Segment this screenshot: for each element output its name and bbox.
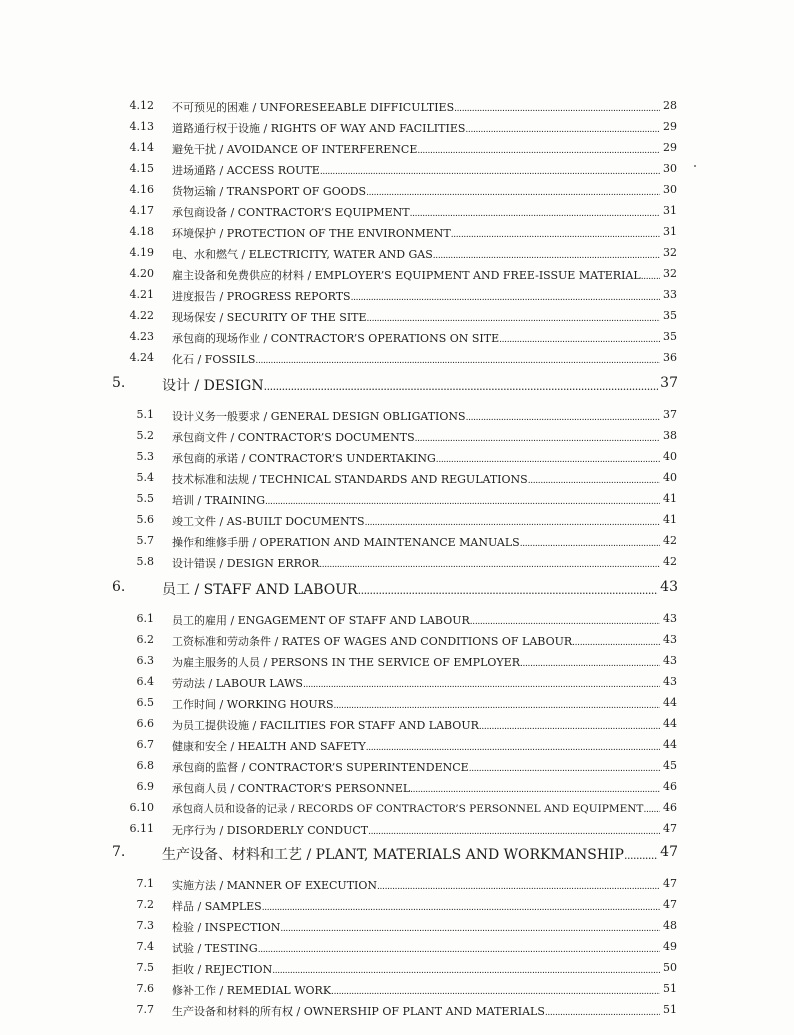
toc-entry-page-number: 51	[663, 1003, 677, 1016]
dot-leader	[255, 353, 660, 366]
toc-entry-title: 工资标准和劳动条件 / RATES OF WAGES AND CONDITIONS OF LABOUR	[172, 635, 573, 648]
toc-entry	[0, 716, 794, 736]
toc-entry-title-line	[172, 408, 660, 424]
toc-entry	[0, 674, 794, 694]
toc-entry-number: 6.4	[136, 675, 154, 688]
toc-entry-title-line	[172, 780, 660, 796]
scan-speck	[694, 165, 696, 167]
toc-entry-title-line	[162, 375, 658, 395]
dot-leader	[367, 311, 660, 324]
toc-entry-title: 设计 / DESIGN	[162, 378, 264, 394]
toc-section-entry	[0, 841, 794, 869]
toc-entry-number: 4.22	[129, 309, 154, 322]
toc-entry-number: 4.15	[129, 162, 154, 175]
toc-entry-title-line	[172, 1003, 660, 1019]
toc-entry	[0, 512, 794, 532]
toc-entry-title-line	[172, 759, 660, 775]
toc-entry-title: 竣工文件 / AS-BUILT DOCUMENTS	[172, 515, 365, 528]
toc-entry-title: 电、水和燃气 / ELECTRICITY, WATER AND GAS	[172, 248, 433, 261]
toc-entry-page-number: 28	[663, 99, 677, 112]
dot-leader	[641, 269, 660, 282]
toc-entry-number: 7.3	[136, 919, 154, 932]
toc-entry-title: 劳动法 / LABOUR LAWS	[172, 677, 303, 690]
toc-entry-page-number: 37	[660, 375, 678, 391]
toc-entry-number: 5.2	[136, 429, 154, 442]
toc-entry-title-line	[172, 267, 660, 283]
dot-leader	[368, 824, 660, 837]
toc-entry-title: 员工 / STAFF AND LABOUR	[162, 582, 358, 598]
dot-leader	[358, 582, 658, 598]
dot-leader	[333, 698, 660, 711]
toc-entry-title-line	[172, 99, 660, 115]
toc-entry-number: 5.	[112, 375, 126, 391]
toc-entry-page-number: 45	[663, 759, 677, 772]
toc-entry-title-line	[172, 654, 660, 670]
toc-entry	[0, 329, 794, 349]
toc-entry	[0, 119, 794, 139]
dot-leader	[366, 185, 660, 198]
dot-leader	[410, 782, 660, 795]
toc-entry-title-line	[172, 822, 660, 838]
toc-entry-number: 4.14	[129, 141, 154, 154]
toc-entry-page-number: 32	[663, 246, 677, 259]
dot-leader	[365, 515, 660, 528]
toc-entry-title-line	[172, 696, 660, 712]
toc-entry-number: 5.7	[136, 534, 154, 547]
toc-entry-title: 货物运输 / TRANSPORT OF GOODS	[172, 185, 367, 198]
dot-leader	[466, 410, 660, 423]
toc-entry-title-line	[172, 675, 660, 691]
toc-entry-title: 试验 / TESTING	[172, 942, 258, 955]
toc-entry-title: 操作和维修手册 / OPERATION AND MAINTENANCE MANUALS	[172, 536, 520, 549]
toc-entry-title: 现场保安 / SECURITY OF THE SITE	[172, 311, 367, 324]
toc-entry-number: 6.6	[136, 717, 154, 730]
toc-entry-number: 6.1	[136, 612, 154, 625]
toc-entry	[0, 981, 794, 1001]
toc-entry-title-line	[172, 450, 660, 466]
toc-entry-title: 拒收 / REJECTION	[172, 963, 273, 976]
toc-entry-page-number: 37	[663, 408, 677, 421]
toc-entry-page-number: 47	[663, 877, 677, 890]
toc-entry-title-line	[172, 801, 660, 816]
toc-entry-title: 承包商文件 / CONTRACTOR’S DOCUMENTS	[172, 431, 415, 444]
toc-entry-title-line	[172, 330, 660, 346]
toc-entry-number: 6.3	[136, 654, 154, 667]
toc-entry	[0, 428, 794, 448]
toc-entry-page-number: 29	[663, 141, 677, 154]
toc-entry	[0, 758, 794, 778]
toc-entry-title: 化石 / FOSSILS	[172, 353, 256, 366]
dot-leader	[319, 557, 660, 570]
dot-leader	[366, 740, 660, 753]
toc-entry-page-number: 40	[663, 450, 677, 463]
toc-entry	[0, 491, 794, 511]
dot-leader	[479, 719, 660, 732]
toc-entry	[0, 182, 794, 202]
toc-entry-number: 7.2	[136, 898, 154, 911]
toc-entry	[0, 1002, 794, 1022]
toc-entry-number: 4.18	[129, 225, 154, 238]
toc-entry-title-line	[172, 513, 660, 529]
toc-entry-title: 避免干扰 / AVOIDANCE OF INTERFERENCE	[172, 143, 418, 156]
toc-entry	[0, 245, 794, 265]
toc-entry-page-number: 47	[663, 822, 677, 835]
toc-entry-title-line	[172, 982, 660, 998]
toc-entry	[0, 98, 794, 118]
toc-entry-title: 修补工作 / REMEDIAL WORK	[172, 984, 332, 997]
toc-entry-page-number: 41	[663, 492, 677, 505]
toc-entry-number: 6.2	[136, 633, 154, 646]
toc-entry-number: 5.3	[136, 450, 154, 463]
toc-entry-number: 5.1	[136, 408, 154, 421]
toc-entry-page-number: 48	[663, 919, 677, 932]
toc-entry-page-number: 50	[663, 961, 677, 974]
toc-entry-title: 健康和安全 / HEALTH AND SAFETY	[172, 740, 366, 753]
toc-entry-title-line	[172, 162, 660, 178]
dot-leader	[451, 227, 660, 240]
toc-entry	[0, 876, 794, 896]
dot-leader	[303, 677, 660, 690]
toc-entry-title: 员工的雇用 / ENGAGEMENT OF STAFF AND LABOUR	[172, 614, 470, 627]
toc-entry-title: 技术标准和法规 / TECHNICAL STANDARDS AND REGULATIONS	[172, 473, 528, 486]
toc-entry	[0, 308, 794, 328]
toc-entry-title-line	[172, 534, 660, 550]
toc-entry	[0, 287, 794, 307]
toc-entry	[0, 203, 794, 223]
dot-leader	[262, 900, 660, 913]
toc-entry-number: 7.7	[136, 1003, 154, 1016]
toc-entry-title-line	[172, 738, 660, 754]
toc-entry-page-number: 35	[663, 309, 677, 322]
toc-entry-number: 4.23	[129, 330, 154, 343]
toc-entry-title-line	[172, 898, 660, 914]
toc-entry-title-line	[172, 246, 660, 262]
toc-entry-title: 承包商的承诺 / CONTRACTOR’S UNDERTAKING	[172, 452, 436, 465]
toc-entry-title: 不可预见的困难 / UNFORESEEABLE DIFFICULTIES	[172, 101, 455, 114]
toc-entry-title-line	[162, 579, 658, 599]
toc-entry-title: 为员工提供设施 / FACILITIES FOR STAFF AND LABOUR	[172, 719, 479, 732]
toc-entry-page-number: 33	[663, 288, 677, 301]
toc-entry	[0, 960, 794, 980]
toc-entry-number: 7.4	[136, 940, 154, 953]
dot-leader	[351, 290, 660, 303]
toc-entry-number: 7.1	[136, 877, 154, 890]
toc-entry-number: 4.16	[129, 183, 154, 196]
dot-leader	[520, 656, 660, 669]
dot-leader	[417, 143, 660, 156]
toc-entry-title-line	[172, 919, 660, 935]
toc-entry-title-line	[172, 309, 660, 325]
toc-entry-page-number: 44	[663, 717, 677, 730]
toc-entry-title: 无序行为 / DISORDERLY CONDUCT	[172, 824, 369, 837]
toc-entry-page-number: 51	[663, 982, 677, 995]
toc-entry-title-line	[172, 612, 660, 628]
toc-entry	[0, 350, 794, 370]
toc-entry-title: 培训 / TRAINING	[172, 494, 265, 507]
toc-entry	[0, 611, 794, 631]
toc-entry-title: 承包商的现场作业 / CONTRACTOR’S OPERATIONS ON SITE	[172, 332, 500, 345]
dot-leader	[528, 473, 660, 486]
toc-entry-title-line	[172, 940, 660, 956]
toc-entry-title: 承包商的监督 / CONTRACTOR’S SUPERINTENDENCE	[172, 761, 469, 774]
toc-entry	[0, 140, 794, 160]
toc-entry-title: 道路通行权于设施 / RIGHTS OF WAY AND FACILITIES	[172, 122, 466, 135]
toc-entry-page-number: 42	[663, 534, 677, 547]
toc-entry-page-number: 43	[660, 579, 678, 595]
dot-leader	[258, 942, 660, 955]
toc-entry-page-number: 47	[660, 844, 678, 860]
toc-entry-title-line	[172, 492, 660, 508]
toc-entry-number: 7.	[112, 844, 126, 860]
toc-section-entry	[0, 372, 794, 400]
toc-entry-number: 4.20	[129, 267, 154, 280]
dot-leader	[265, 494, 660, 507]
toc-entry-page-number: 46	[663, 801, 677, 814]
toc-entry-title: 雇主设备和免费供应的材料 / EMPLOYER’S EQUIPMENT AND FREE-ISSUE MATERIAL	[172, 269, 641, 282]
toc-entry-number: 6.7	[136, 738, 154, 751]
toc-entry-title-line	[172, 633, 660, 649]
toc-entry-page-number: 36	[663, 351, 677, 364]
toc-entry-title: 生产设备、材料和工艺 / PLANT, MATERIALS AND WORKMANSHIP	[162, 847, 624, 863]
dot-leader	[465, 122, 660, 135]
toc-entry-page-number: 44	[663, 696, 677, 709]
dot-leader	[470, 614, 660, 627]
toc-entry	[0, 554, 794, 574]
toc-entry	[0, 918, 794, 938]
dot-leader	[436, 452, 660, 465]
toc-entry-page-number: 44	[663, 738, 677, 751]
dot-leader	[624, 847, 658, 863]
toc-entry-title-line	[172, 204, 660, 220]
toc-entry-title-line	[172, 717, 660, 733]
toc-entry-number: 6.	[112, 579, 126, 595]
toc-entry	[0, 449, 794, 469]
toc-entry-title-line	[162, 844, 658, 864]
toc-entry-number: 5.8	[136, 555, 154, 568]
toc-entry-page-number: 49	[663, 940, 677, 953]
toc-entry	[0, 800, 794, 820]
toc-entry-title: 为雇主服务的人员 / PERSONS IN THE SERVICE OF EMPLOYER	[172, 656, 520, 669]
toc-entry-page-number: 43	[663, 633, 677, 646]
toc-entry	[0, 779, 794, 799]
toc-entry-title: 工作时间 / WORKING HOURS	[172, 698, 334, 711]
toc-entry-title: 环境保护 / PROTECTION OF THE ENVIRONMENT	[172, 227, 451, 240]
toc-entry	[0, 897, 794, 917]
toc-entry	[0, 533, 794, 553]
toc-entry	[0, 224, 794, 244]
toc-entry-number: 5.5	[136, 492, 154, 505]
toc-entry	[0, 737, 794, 757]
dot-leader	[377, 879, 660, 892]
toc-entry-title-line	[172, 351, 660, 367]
dot-leader	[320, 164, 660, 177]
toc-entry-number: 7.6	[136, 982, 154, 995]
toc-entry-title: 实施方法 / MANNER OF EXECUTION	[172, 879, 378, 892]
toc-entry	[0, 407, 794, 427]
toc-entry-number: 6.10	[129, 801, 154, 814]
toc-entry-title-line	[172, 877, 660, 893]
toc-entry-title: 生产设备和材料的所有权 / OWNERSHIP OF PLANT AND MATERIALS	[172, 1005, 545, 1018]
toc-entry-number: 5.4	[136, 471, 154, 484]
toc-entry-page-number: 41	[663, 513, 677, 526]
toc-entry-page-number: 40	[663, 471, 677, 484]
toc-entry-number: 4.24	[129, 351, 154, 364]
toc-entry-number: 4.17	[129, 204, 154, 217]
dot-leader	[520, 536, 660, 549]
toc-entry-page-number: 43	[663, 675, 677, 688]
dot-leader	[331, 984, 660, 997]
toc-entry-title: 进场通路 / ACCESS ROUTE	[172, 164, 320, 177]
toc-entry-title-line	[172, 429, 660, 445]
toc-entry-number: 6.5	[136, 696, 154, 709]
toc-entry-page-number: 31	[663, 204, 677, 217]
toc-entry-title-line	[172, 183, 660, 199]
toc-entry-number: 4.13	[129, 120, 154, 133]
toc-entry-page-number: 30	[663, 162, 677, 175]
toc-entry-page-number: 30	[663, 183, 677, 196]
toc-entry-title: 设计义务一般要求 / GENERAL DESIGN OBLIGATIONS	[172, 410, 466, 423]
toc-entry-number: 4.21	[129, 288, 154, 301]
toc-entry-page-number: 46	[663, 780, 677, 793]
dot-leader	[272, 963, 660, 976]
toc-entry-title: 承包商人员 / CONTRACTOR’S PERSONNEL	[172, 782, 411, 795]
toc-entry-page-number: 43	[663, 654, 677, 667]
toc-entry	[0, 695, 794, 715]
toc-entry	[0, 653, 794, 673]
dot-leader	[643, 802, 660, 815]
toc-entry-number: 6.11	[129, 822, 154, 835]
dot-leader	[499, 332, 660, 345]
toc-entry-number: 4.12	[129, 99, 154, 112]
toc-entry-page-number: 42	[663, 555, 677, 568]
dot-leader	[410, 206, 660, 219]
toc-entry-title-line	[172, 225, 660, 241]
toc-entry-number: 6.9	[136, 780, 154, 793]
toc-entry-page-number: 29	[663, 120, 677, 133]
toc-entry-title: 进度报告 / PROGRESS REPORTS	[172, 290, 351, 303]
dot-leader	[280, 921, 660, 934]
toc-entry-number: 7.5	[136, 961, 154, 974]
toc-entry-title: 样品 / SAMPLES	[172, 900, 262, 913]
toc-entry-title-line	[172, 555, 660, 571]
toc-entry-page-number: 38	[663, 429, 677, 442]
toc-entry-title-line	[172, 120, 660, 136]
dot-leader	[454, 101, 660, 114]
dot-leader	[469, 761, 660, 774]
toc-entry-title-line	[172, 288, 660, 304]
toc-entry-page-number: 47	[663, 898, 677, 911]
toc-entry	[0, 821, 794, 841]
toc-entry-number: 6.8	[136, 759, 154, 772]
toc-entry-title: 检验 / INSPECTION	[172, 921, 281, 934]
toc-section-entry	[0, 576, 794, 604]
toc-entry-title-line	[172, 961, 660, 977]
toc-entry	[0, 939, 794, 959]
toc-entry-title-line	[172, 141, 660, 157]
toc-entry-title-line	[172, 471, 660, 487]
toc-entry-number: 4.19	[129, 246, 154, 259]
toc-entry-title: 设计错误 / DESIGN ERROR	[172, 557, 320, 570]
dot-leader	[545, 1005, 660, 1018]
dot-leader	[433, 248, 660, 261]
toc-entry	[0, 632, 794, 652]
toc-entry-page-number: 43	[663, 612, 677, 625]
dot-leader	[264, 378, 658, 394]
dot-leader	[572, 635, 660, 648]
toc-entry-title: 承包商人员和设备的记录 / RECORDS OF CONTRACTOR’S PERSONNEL AND EQUIPMENT	[172, 803, 644, 815]
toc-entry	[0, 266, 794, 286]
toc-entry-title: 承包商设备 / CONTRACTOR’S EQUIPMENT	[172, 206, 410, 219]
toc-entry-page-number: 32	[663, 267, 677, 280]
toc-entry-page-number: 35	[663, 330, 677, 343]
toc-entry-page-number: 31	[663, 225, 677, 238]
toc-entry	[0, 161, 794, 181]
dot-leader	[415, 431, 660, 444]
toc-entry	[0, 470, 794, 490]
toc-entry-number: 5.6	[136, 513, 154, 526]
